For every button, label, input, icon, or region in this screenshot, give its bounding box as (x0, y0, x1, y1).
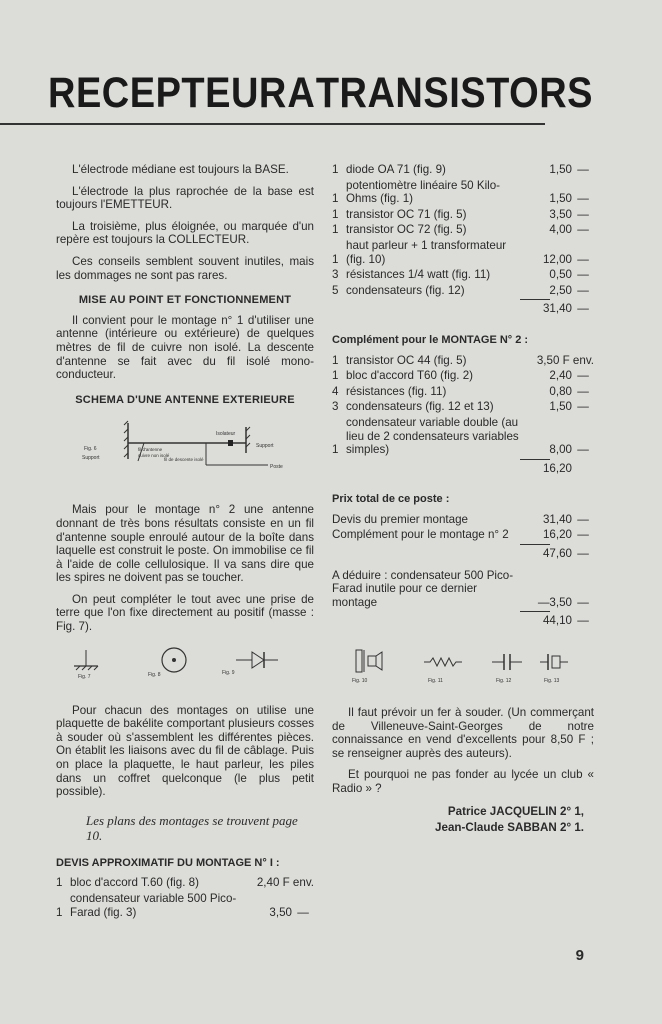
item-row (332, 284, 594, 298)
qty: 1 (332, 207, 339, 221)
devis-row (56, 876, 314, 890)
qty: 1 (332, 353, 339, 367)
complement-row (332, 354, 594, 368)
page-number: 9 (575, 947, 584, 964)
fig7-label: Fig. 7 (78, 673, 91, 680)
signature (332, 804, 594, 836)
price: 1,50 (549, 163, 572, 176)
description: transistor OC 71 (fig. 5) (346, 207, 467, 221)
cuivre-label: cuivre non isolé (138, 453, 170, 459)
description: haut parleur + 1 transformateur (fig. 10) (346, 238, 507, 266)
poste-label: Poste (270, 464, 283, 471)
dash: — (577, 207, 589, 221)
description: résistances 1/4 watt (fig. 11) (346, 268, 491, 282)
price: 3,50 (269, 905, 292, 919)
complement-row (332, 369, 594, 383)
antenna-diagram (56, 413, 314, 483)
description: A déduire : condensateur 500 Pico-Farad inutile pour ce dernier montage (332, 568, 514, 609)
author-1: Patrice JACQUELIN 2° 1, (447, 804, 584, 818)
total-3: 47,60 (542, 547, 572, 561)
qty: 1 (332, 252, 339, 266)
support-right-label: Support (256, 443, 274, 450)
price: 3,50 F env. (536, 353, 594, 367)
total-row (332, 462, 594, 476)
description: résistances (fig. 11) (346, 384, 447, 398)
total-rule (520, 459, 550, 460)
paragraph-conseils: Ces conseils semblent souvent inutiles, mais les dommages ne sont pas rares. (56, 254, 314, 282)
price: 31,40 (542, 512, 572, 526)
dash: — (577, 268, 589, 282)
fig11-label: Fig. 11 (428, 678, 443, 685)
component-icons-right (332, 644, 594, 684)
dash: — (577, 400, 589, 414)
complement-row (332, 416, 594, 457)
price: 4,00 (549, 223, 572, 237)
description: condensateurs (fig. 12 et 13) (346, 400, 494, 414)
title-rule (0, 123, 545, 125)
qty: 1 (332, 223, 339, 237)
item-row (332, 268, 594, 282)
dash: — (577, 443, 589, 457)
fig9-label: Fig. 9 (222, 669, 235, 676)
qty: 1 (56, 905, 63, 919)
price: 0,80 (549, 384, 572, 398)
dash: — (577, 369, 589, 383)
qty: 3 (332, 268, 339, 282)
description: condensateur variable 500 Pico-Farad (fig. 3) (70, 892, 237, 919)
fig7-8-9-drawings (56, 642, 314, 682)
price: —3,50 (537, 595, 572, 609)
price: 8,00 (549, 443, 572, 457)
qty: 4 (332, 384, 339, 398)
dash: — (577, 384, 589, 398)
dash: — (577, 252, 589, 266)
dash: — (577, 283, 589, 297)
heading-schema: SCHEMA D'UNE ANTENNE EXTERIEURE (75, 393, 295, 406)
qty: 1 (332, 163, 339, 176)
description: condensateurs (fig. 12) (346, 283, 465, 297)
qty: 1 (332, 192, 339, 206)
price: 1,50 (549, 400, 572, 414)
paragraph-club: Et pourquoi ne pas fonder au lycée un club « Radio » ? (332, 768, 594, 795)
paragraph-mise-au-point: Il convient pour le montage n° 1 d'utiliser une antenne (intérieure ou extérieure) de quelques mètres de fil de cuivre non isolé. La descente d'antenne se fait avec du fil isolé mono-conducteur. (56, 313, 314, 382)
description: Devis du premier montage (332, 512, 468, 526)
total-2: 16,20 (542, 461, 572, 475)
total-rule (520, 611, 550, 612)
dash: — (577, 163, 589, 176)
fil-descente-label: fil de descente isolé (164, 457, 204, 463)
total-rule (520, 299, 550, 300)
support-left-label: Support (82, 455, 100, 462)
price: 16,20 (542, 528, 572, 542)
description: condensateur variable double (au lieu de 2 condensateurs variables simples) (346, 415, 519, 457)
complement-row (332, 385, 594, 399)
paragraph-collecteur: La troisième, plus éloignée, ou marquée d'un repère est toujours la COLLECTEUR. (56, 219, 314, 247)
prix-row (332, 513, 594, 527)
dash: — (577, 223, 589, 237)
antenna-figure (56, 413, 314, 483)
paragraph-fer: Il faut prévoir un fer à souder. (Un commerçant de Villeneuve-Saint-Georges de notre connaissance en vend d'excellents pour 8,50 F ; se renseigner auprès des auteurs). (332, 706, 594, 760)
qty: 3 (332, 400, 339, 414)
title-word-3: TRANSISTORS (315, 70, 593, 118)
paragraph-montage-2: Mais pour le montage n° 2 une antenne donnant de très bons résultats consiste en un fil d'antenne souple enroulé autour de la boîte dans laquelle est construit le poste. On immobilise ce fil à l'aide de colle cellulosique. Il va sans dire que les spires ne doivent pas se toucher. (56, 503, 314, 585)
dash: — (577, 512, 589, 526)
qty: 1 (56, 876, 63, 890)
price: 3,50 (549, 207, 572, 221)
item-row (332, 163, 594, 177)
heading-devis: DEVIS APPROXIMATIF DU MONTAGE N° I : (56, 856, 280, 869)
total-rule (520, 544, 550, 545)
fig10-13-drawings (332, 644, 594, 684)
left-column (56, 163, 314, 921)
title-word-1: RECEPTEUR (48, 70, 287, 118)
heading-prix: Prix total de ce poste : (332, 493, 450, 506)
prix-row (332, 528, 594, 542)
right-column (332, 163, 594, 836)
paragraph-base: L'électrode médiane est toujours la BASE. (72, 163, 289, 176)
price: 2,40 F env. (256, 876, 314, 890)
description: bloc d'accord T.60 (fig. 8) (70, 876, 199, 890)
fig13-label: Fig. 13 (544, 678, 560, 685)
total-row: 47,60 — (332, 547, 594, 561)
item-row (332, 179, 594, 206)
dash: — (577, 192, 589, 206)
complement-row (332, 400, 594, 414)
fig6-label: Fig. 6 (84, 446, 97, 453)
description: transistor OC 72 (fig. 5) (346, 223, 467, 237)
total-row: 31,40 — (332, 302, 594, 316)
description: bloc d'accord T60 (fig. 2) (346, 369, 474, 383)
qty: 1 (332, 369, 339, 383)
heading-complement: Complément pour le MONTAGE N° 2 : (332, 333, 529, 346)
dash: — (297, 905, 309, 919)
dash: — (577, 528, 589, 542)
item-row (332, 208, 594, 222)
description: Complément pour le montage n° 2 (332, 528, 509, 542)
fil-antenne-label: fil d'antenne (138, 447, 163, 453)
final-total: 44,10 (542, 614, 572, 628)
description: transistor OC 44 (fig. 5) (346, 353, 467, 367)
description: potentiomètre linéaire 50 Kilo-Ohms (fig. 1) (346, 178, 501, 206)
final-row: 44,10 — (332, 614, 594, 628)
price: 2,50 (549, 283, 572, 297)
description: diode OA 71 (fig. 9) (346, 163, 446, 176)
deduire-row: A déduire : condensateur 500 Pico-Farad inutile pour ce dernier montage —3,50 — (332, 568, 589, 609)
author-2: Jean-Claude SABBAN 2° 1. (435, 820, 584, 834)
devis-row (56, 892, 314, 919)
item-row (332, 239, 594, 266)
paragraph-terre: On peut compléter le tout avec une prise de terre que l'on fixe directement au positif (masse : Fig. 7). (56, 592, 314, 634)
fig12-label: Fig. 12 (496, 678, 512, 685)
paragraph-plaquette: Pour chacun des montages on utilise une plaquette de bakélite comportant plusieurs cosses à souder où s'assemblent les différentes pièces. On établit les liaisons avec du fil de câblage. Puis on place la plaquette, le haut parleur, les piles dans un coffret quelconque (le plus petit possible). (56, 703, 314, 799)
title-word-2: A (287, 70, 316, 118)
page-title (48, 70, 593, 118)
heading-mise-au-point: MISE AU POINT ET FONCTIONNEMENT (78, 294, 292, 307)
qty: 1 (332, 443, 339, 457)
price: 0,50 (549, 268, 572, 282)
fig8-label: Fig. 8 (148, 671, 161, 678)
item-row (332, 223, 594, 237)
total-1: 31,40 (542, 302, 572, 316)
fig10-label: Fig. 10 (352, 678, 368, 685)
price: 12,00 (542, 252, 572, 266)
price: 2,40 (549, 369, 572, 383)
note-plans: Les plans des montages se trouvent page 10. (86, 812, 298, 843)
price: 1,50 (549, 192, 572, 206)
isolateur-label: Isolateur (216, 431, 236, 438)
qty: 5 (332, 283, 339, 297)
paragraph-emetteur: L'électrode la plus raprochée de la base est toujours l'EMETTEUR. (56, 184, 314, 212)
component-icons-left (56, 642, 314, 682)
